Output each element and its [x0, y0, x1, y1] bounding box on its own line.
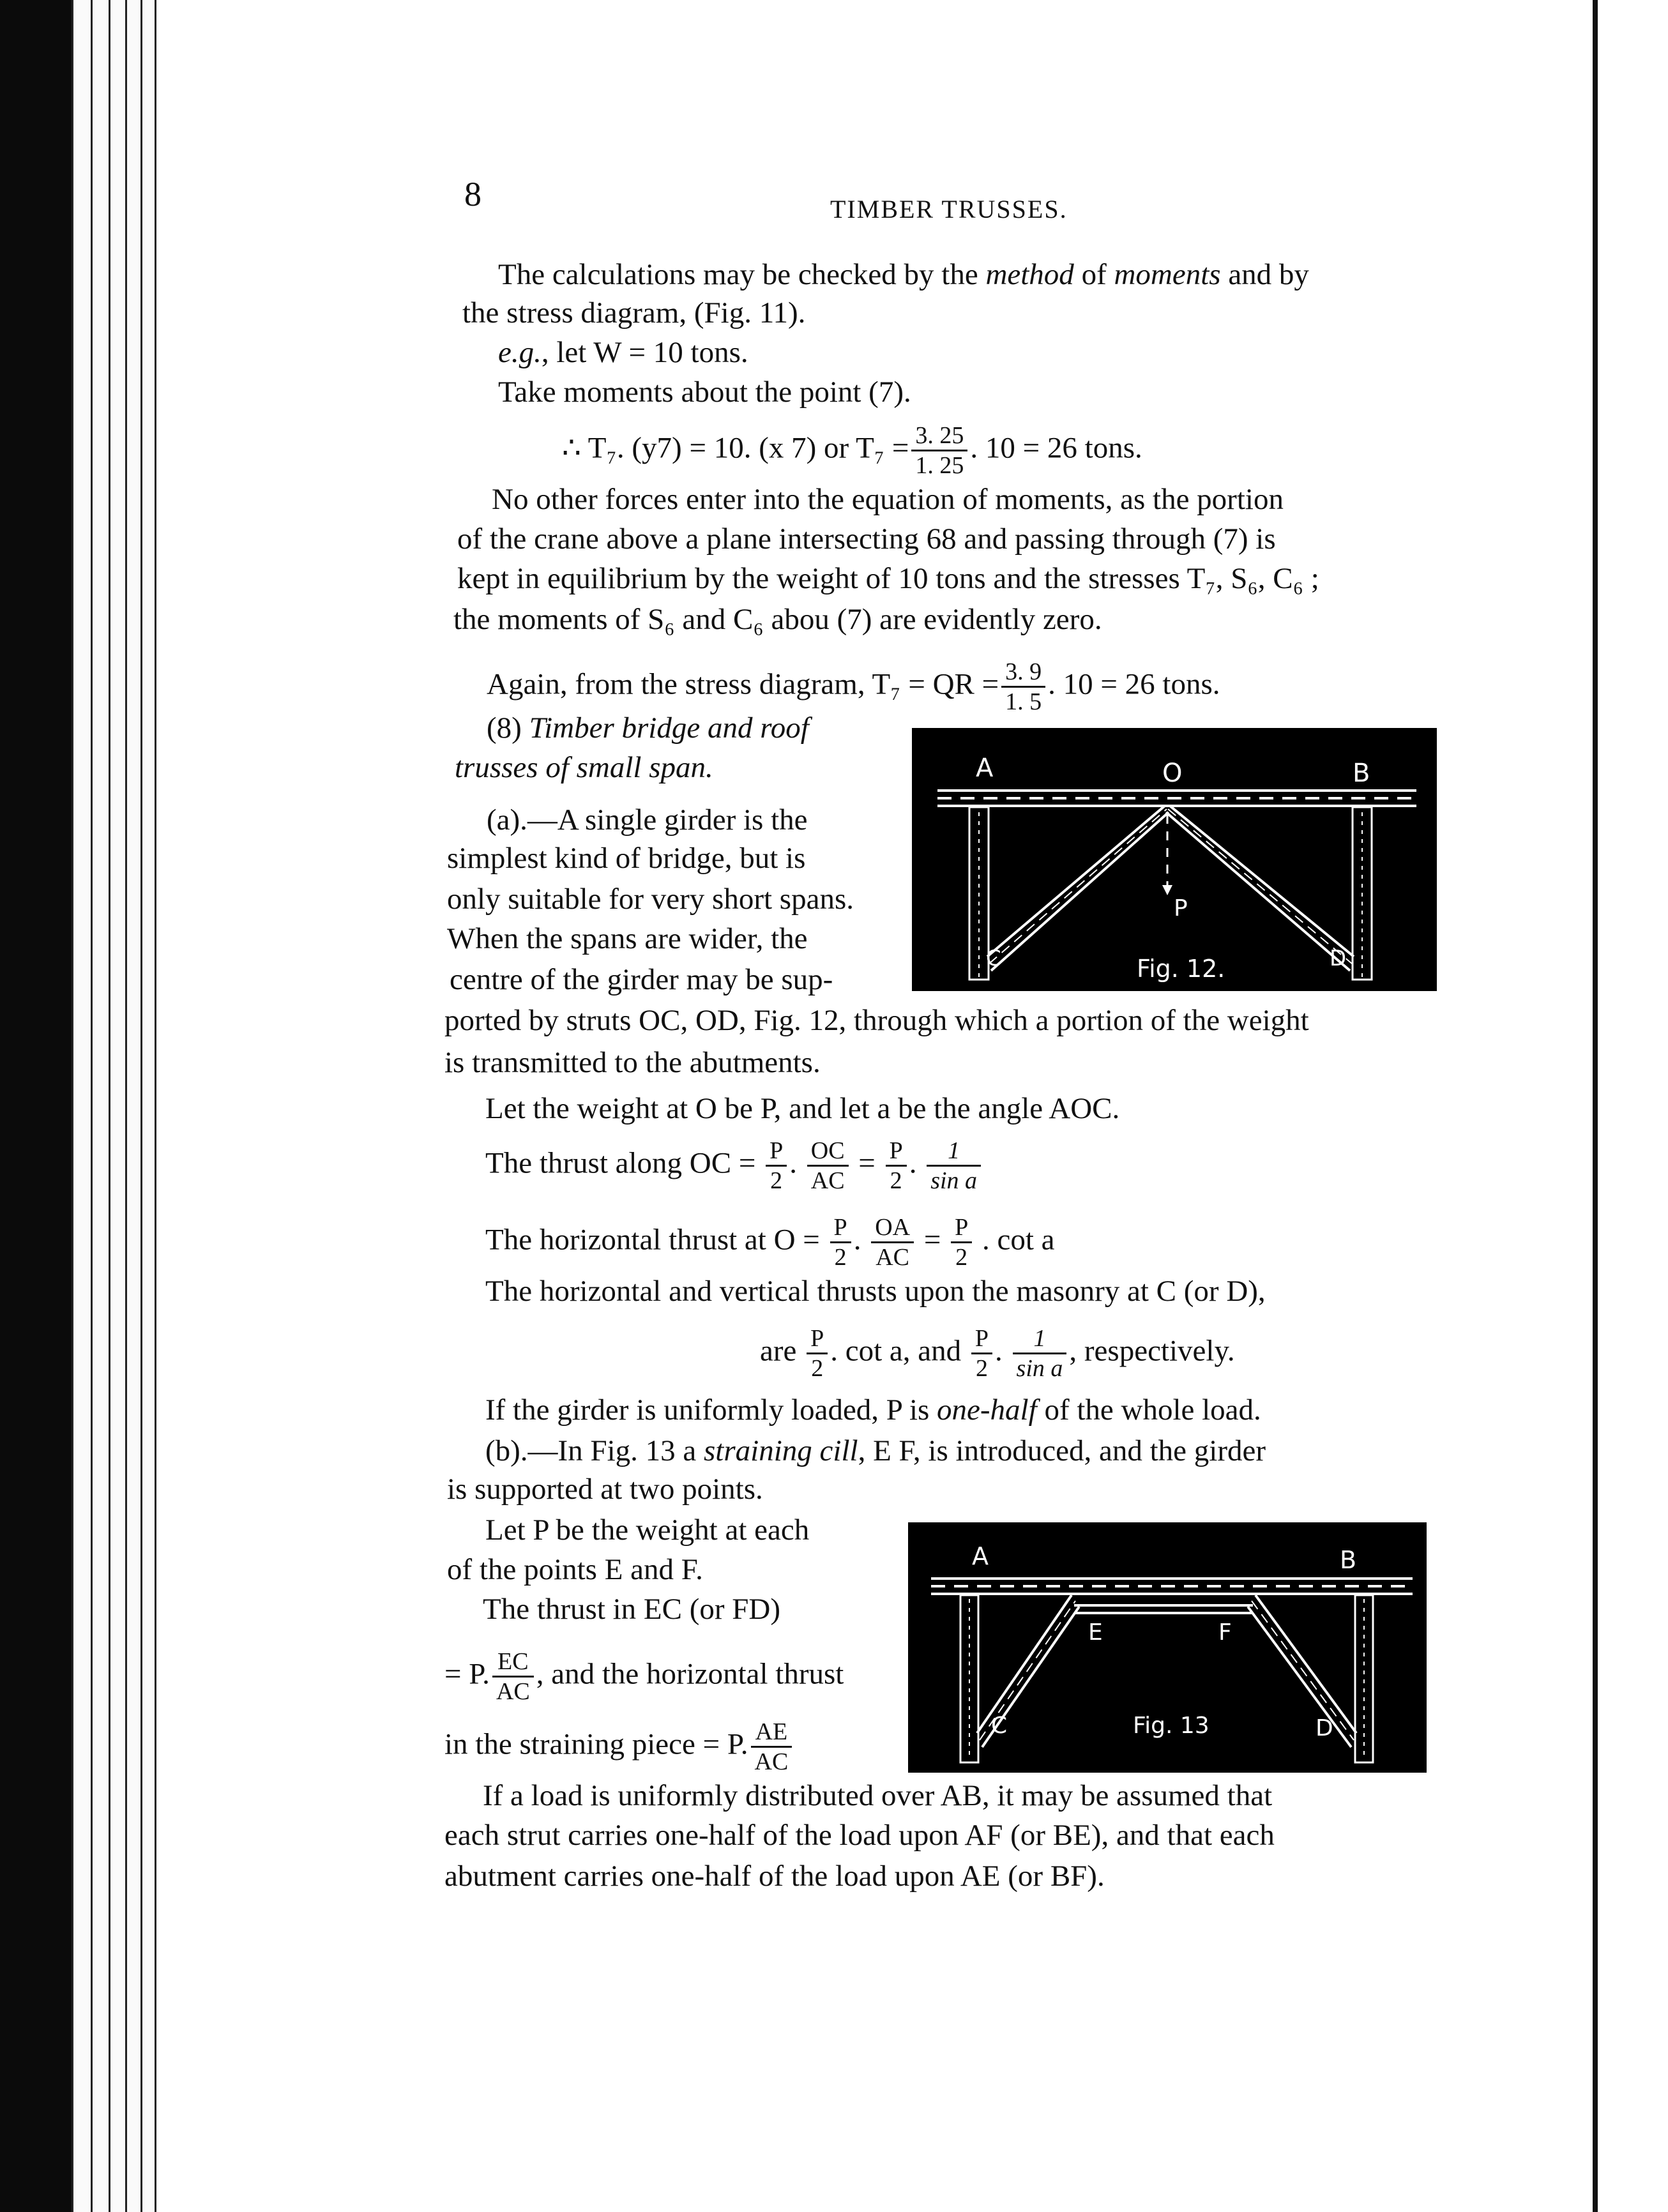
fig13-label-e: E: [1088, 1619, 1103, 1646]
page-edge-1: [72, 0, 93, 2212]
running-header: TIMBER TRUSSES.: [830, 195, 1068, 223]
scan-left-edge: [0, 0, 72, 2212]
text-line: (b).—In Fig. 13 a straining cill, E F, is introduced, and the girder: [485, 1434, 1266, 1467]
text-line: No other forces enter into the equation of moments, as the portion: [492, 483, 1284, 516]
text-line: (a).—A single girder is the: [487, 803, 808, 837]
fig13-label-c: C: [991, 1713, 1008, 1739]
page-number: 8: [464, 175, 481, 213]
text-line: e.g., let W = 10 tons.: [498, 336, 748, 369]
equation: in the straining piece = P. $\frac{AE}{AC}$: [444, 1718, 794, 1776]
scan-right-edge: [1593, 0, 1598, 2212]
fig12-label-p: P: [1174, 895, 1188, 921]
fig12-label-b: B: [1353, 759, 1370, 788]
text-line: kept in equilibrium by the weight of 10 tons and the stresses T₇, S₆, C₆ ;: [457, 562, 1319, 595]
text-line: the stress diagram, (Fig. 11).: [462, 296, 806, 330]
equation: ∴ T₇. (y7) = 10. (x 7) or T₇ = $\frac{3. 25}{1. 25}$ . 10 = 26 tons.: [562, 422, 1142, 479]
fig13-label-b: B: [1340, 1546, 1357, 1574]
equation: The horizontal thrust at O = $\frac{P}{2}$ . $\frac{OA}{AC}$ = $\frac{P}{2}$ . cot a: [485, 1214, 1055, 1271]
page-edge-2: [91, 0, 110, 2212]
equation: = P. $\frac{EC}{AC}$ , and the horizontal thrust: [444, 1648, 844, 1705]
fig12-label-d: D: [1330, 946, 1347, 971]
text-line: the moments of S₆ and C₆ abou (7) are evidently zero.: [453, 603, 1102, 636]
fig13-caption: Fig. 13: [1133, 1713, 1209, 1739]
text-line: If a load is uniformly distributed over AB, it may be assumed that: [483, 1779, 1273, 1812]
text-line: The calculations may be checked by the method of moments and by: [498, 258, 1309, 291]
text-line: When the spans are wider, the: [447, 922, 808, 955]
text-line: Take moments about the point (7).: [498, 375, 911, 409]
page-edge-3: [109, 0, 127, 2212]
text-line: The thrust in EC (or FD): [483, 1593, 781, 1626]
figure-12: [912, 728, 1437, 991]
fig12-label-a: A: [976, 754, 994, 783]
text-line: is supported at two points.: [447, 1473, 763, 1506]
text-line: only suitable for very short spans.: [447, 883, 854, 916]
equation: Again, from the stress diagram, T₇ = QR = $\frac{3. 9}{1. 5}$ . 10 = 26 tons.: [487, 658, 1220, 715]
fig12-caption: Fig. 12.: [1137, 955, 1225, 983]
fig12-label-c: C: [986, 946, 1001, 971]
fig13-label-a: A: [972, 1542, 989, 1570]
fig12-label-o: O: [1162, 759, 1183, 788]
text-line: simplest kind of bridge, but is: [447, 842, 806, 875]
fig13-label-d: D: [1315, 1715, 1333, 1741]
text-line: Let the weight at O be P, and let a be the angle AOC.: [485, 1092, 1120, 1125]
page-edge-6: [155, 0, 169, 2212]
text-line: of the points E and F.: [447, 1553, 703, 1586]
equation: The thrust along OC = $\frac{P}{2}$ . $\frac{OC}{AC}$ = $\frac{P}{2}$ . $\frac{1}{\text{sin a}}$: [485, 1137, 983, 1195]
text-line: each strut carries one-half of the load upon AF (or BE), and that each: [444, 1819, 1275, 1852]
text-line: ported by struts OC, OD, Fig. 12, through which a portion of the weight: [444, 1004, 1309, 1037]
fig13-label-f: F: [1218, 1619, 1232, 1646]
text-line: If the girder is uniformly loaded, P is one-half of the whole load.: [485, 1393, 1261, 1427]
text-line: The horizontal and vertical thrusts upon the masonry at C (or D),: [485, 1275, 1266, 1308]
text-line: centre of the girder may be sup-: [450, 963, 833, 996]
text-line: is transmitted to the abutments.: [444, 1046, 821, 1079]
text-line: abutment carries one-half of the load upon AE (or BF).: [444, 1860, 1105, 1893]
section-heading: (8) Timber bridge and roof: [487, 711, 809, 745]
text-line: Let P be the weight at each: [485, 1513, 810, 1547]
equation: are $\frac{P}{2}$ . cot a, and $\frac{P}{2}$ . $\frac{1}{\text{sin a}}$ , respectively.: [760, 1325, 1235, 1382]
section-heading-cont: trusses of small span.: [455, 751, 713, 784]
page-edge-4: [125, 0, 142, 2212]
text-line: of the crane above a plane intersecting 68 and passing through (7) is: [457, 522, 1276, 556]
figure-13: [908, 1522, 1427, 1773]
